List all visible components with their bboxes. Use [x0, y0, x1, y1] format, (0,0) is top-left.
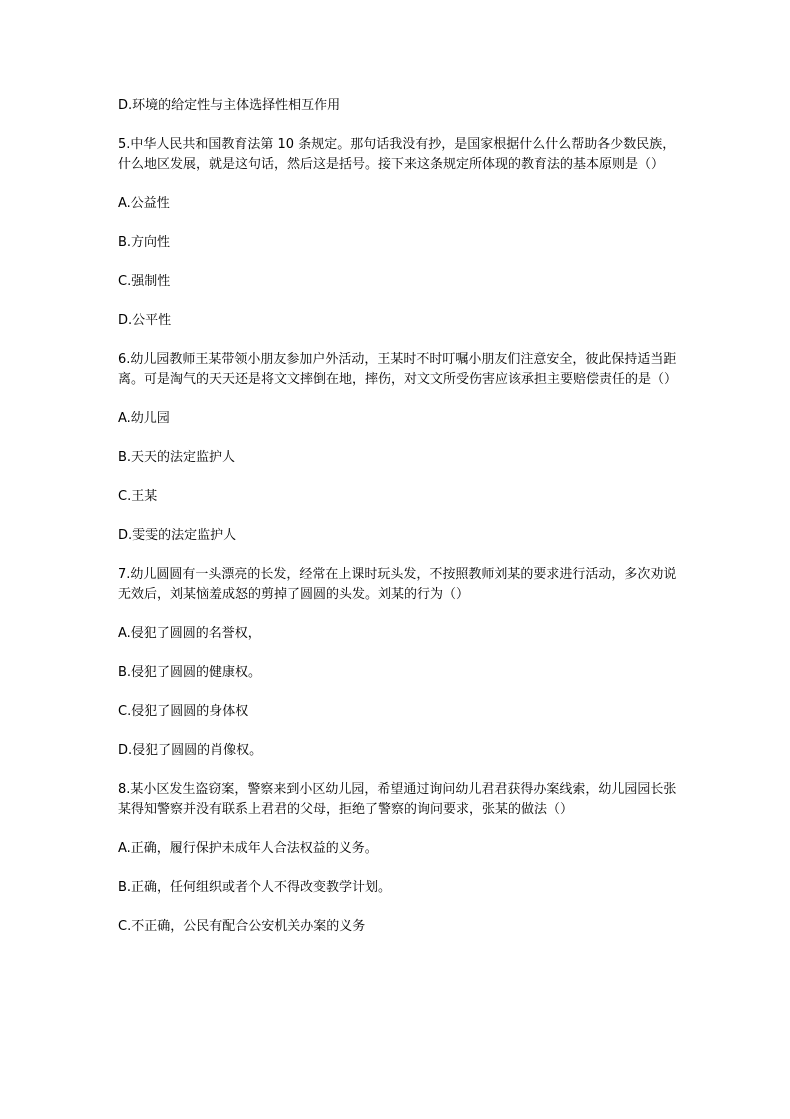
q8-option-c: C.不正确，公民有配合公安机关办案的义务 — [118, 919, 366, 934]
q5-option-d: D.公平性 — [118, 313, 172, 328]
q7-stem: 7.幼儿圆圆有一头漂亮的长发，经常在上课时玩头发，不按照教师刘某的要求进行活动，多次劝说无效后，刘某恼羞成怒的剪掉了圆圆的头发。刘某的行为（） — [118, 567, 677, 602]
q5-option-a: A.公益性 — [118, 196, 170, 211]
q8-stem: 8.某小区发生盗窃案，警察来到小区幼儿园，希望通过询问幼儿君君获得办案线索，幼儿园园长张某得知警察并没有联系上君君的父母，拒绝了警察的询问要求，张某的做法（） — [118, 782, 677, 817]
q8-option-a: A.正确，履行保护未成年人合法权益的义务。 — [118, 841, 378, 856]
q7-option-b: B.侵犯了圆圆的健康权。 — [118, 665, 262, 680]
q5-option-b: B.方向性 — [118, 235, 171, 250]
q6-option-a: A.幼儿园 — [118, 411, 170, 426]
q6-option-c: C.王某 — [118, 489, 158, 504]
document-page — [118, 96, 678, 956]
q5-stem: 5.中华人民共和国教育法第 10 条规定。那句话我没有抄，是国家根据什么什么帮助各少数民族，什么地区发展，就是这句话，然后这是括号。接下来这条规定所体现的教育法的基本原则是（） — [118, 137, 676, 172]
q7-option-c: C.侵犯了圆圆的身体权 — [118, 704, 249, 719]
q6-option-b: B.天天的法定监护人 — [118, 450, 236, 465]
q4-option-d: D.环境的给定性与主体选择性相互作用 — [118, 98, 341, 113]
q8-option-b: B.正确，任何组织或者个人不得改变教学计划。 — [118, 880, 392, 895]
q5-option-c: C.强制性 — [118, 274, 171, 289]
q6-option-d: D.雯雯的法定监护人 — [118, 528, 237, 543]
q6-stem: 6.幼儿园教师王某带领小朋友参加户外活动，王某时不时叮嘱小朋友们注意安全，彼此保持适当距离。可是淘气的天天还是将文文摔倒在地，摔伤，对文文所受伤害应该承担主要赔偿责任的是（） — [118, 352, 678, 387]
q7-option-a: A.侵犯了圆圆的名誉权， — [118, 626, 261, 641]
q7-option-d: D.侵犯了圆圆的肖像权。 — [118, 743, 263, 758]
